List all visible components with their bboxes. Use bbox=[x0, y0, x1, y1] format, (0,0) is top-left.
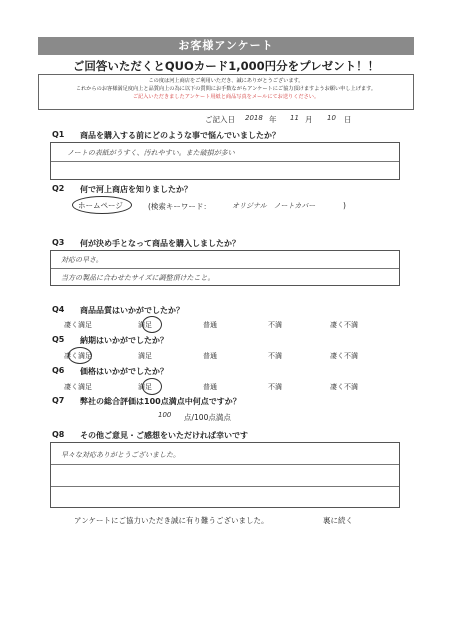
q1-answer-box bbox=[50, 142, 400, 180]
notice-box bbox=[38, 74, 414, 110]
q1-label: Q1 bbox=[52, 130, 65, 139]
q5-option-neutral: 普通 bbox=[203, 352, 217, 360]
q7-score: 100 bbox=[158, 411, 172, 419]
q6-option-neutral: 普通 bbox=[203, 383, 217, 391]
notice-line-3: ご記入いただきましたアンケート用紙と商品写真をメールにてお送りください。 bbox=[132, 94, 320, 100]
survey-title: お客様アンケート bbox=[38, 37, 414, 55]
date-year: 2018 bbox=[245, 114, 263, 122]
date-year-unit: 年 bbox=[269, 115, 277, 124]
q5-answer-circle bbox=[68, 347, 92, 364]
date-day: 10 bbox=[327, 114, 336, 122]
q4-option-very-dissatisfied: 凄く不満 bbox=[330, 321, 358, 329]
q4-scale bbox=[0, 320, 452, 332]
footer-thanks: アンケートにご協力いただき誠に有り難うございました。 bbox=[74, 516, 269, 525]
date-month: 11 bbox=[290, 114, 299, 122]
q3-question: 何が決め手となって商品を購入しましたか？ bbox=[80, 239, 240, 248]
q7-label: Q7 bbox=[52, 396, 65, 405]
q2-question: 何で河上商店を知りましたか？ bbox=[80, 185, 192, 194]
q5-option-very-dissatisfied: 凄く不満 bbox=[330, 352, 358, 360]
footer-continue: 裏に続く bbox=[323, 516, 353, 525]
q1-rule bbox=[51, 161, 399, 162]
q8-rule-2 bbox=[51, 486, 399, 487]
q2-keyword-label: (検索キーワード： bbox=[148, 202, 211, 211]
quo-card-headline: ご回答いただくとQUOカード1,000円分をプレゼント！！ bbox=[72, 59, 380, 73]
date-month-unit: 月 bbox=[305, 115, 313, 124]
q5-label: Q5 bbox=[52, 335, 65, 344]
q8-rule-1 bbox=[51, 464, 399, 465]
q2-keyword-close: ) bbox=[343, 201, 346, 210]
notice-line-2: これからのお客様満足度向上と品質向上の為に以下の質問にお手数ながらアンケートにご協力頂けますようお願い申し上げます。 bbox=[75, 86, 377, 92]
q6-option-dissatisfied: 不満 bbox=[268, 383, 282, 391]
q2-keyword-value: オリジナル ノートカバー bbox=[232, 202, 316, 210]
q5-option-very-satisfied: 凄く満足 bbox=[64, 352, 92, 360]
date-day-unit: 日 bbox=[344, 115, 352, 124]
q5-option-dissatisfied: 不満 bbox=[268, 352, 282, 360]
q3-rule bbox=[51, 268, 399, 269]
q7-question: 弊社の総合評価は100点満点中何点ですか？ bbox=[80, 397, 241, 406]
q8-question: その他ご意見・ご感想をいただければ幸いです bbox=[80, 431, 248, 440]
q5-option-satisfied: 満足 bbox=[138, 352, 152, 360]
q3-answer-box bbox=[50, 250, 400, 286]
q6-scale bbox=[0, 382, 452, 394]
q5-question: 納期はいかがでしたか？ bbox=[80, 336, 168, 345]
q6-label: Q6 bbox=[52, 366, 65, 375]
q4-answer-circle bbox=[142, 316, 162, 333]
q2-option-homepage: ホームページ bbox=[78, 201, 123, 210]
q3-answer-2: 当方の製品に合わせたサイズに調整頂けたこと。 bbox=[61, 274, 215, 282]
q6-option-very-dissatisfied: 凄く不満 bbox=[330, 383, 358, 391]
q8-answer: 早々な対応ありがとうございました。 bbox=[61, 451, 180, 459]
q4-question: 商品品質はいかがでしたか？ bbox=[80, 306, 184, 315]
q6-option-very-satisfied: 凄く満足 bbox=[64, 383, 92, 391]
q3-answer-1: 対応の早さ。 bbox=[61, 256, 103, 264]
q4-label: Q4 bbox=[52, 305, 65, 314]
q2-label: Q2 bbox=[52, 184, 65, 193]
q6-answer-circle bbox=[142, 378, 162, 395]
date-label: ご記入日 bbox=[205, 115, 235, 124]
q3-label: Q3 bbox=[52, 238, 65, 247]
notice-line-1: この度は河上商店をご利用いただき、誠にありがとうございます。 bbox=[148, 78, 304, 84]
q4-option-neutral: 普通 bbox=[203, 321, 217, 329]
q1-answer: ノートの表紙がうすく、汚れやすい。また破損が多い bbox=[67, 149, 235, 157]
q4-option-satisfied: 満足 bbox=[138, 321, 152, 329]
q6-question: 価格はいかがでしたか？ bbox=[80, 367, 168, 376]
q1-question: 商品を購入する前にどのような事で悩んでいましたか？ bbox=[80, 131, 280, 140]
q4-option-dissatisfied: 不満 bbox=[268, 321, 282, 329]
q8-label: Q8 bbox=[52, 430, 65, 439]
q6-option-satisfied: 満足 bbox=[138, 383, 152, 391]
q7-score-unit: 点/100点満点 bbox=[184, 413, 231, 422]
q4-option-very-satisfied: 凄く満足 bbox=[64, 321, 92, 329]
q8-answer-box bbox=[50, 442, 400, 508]
